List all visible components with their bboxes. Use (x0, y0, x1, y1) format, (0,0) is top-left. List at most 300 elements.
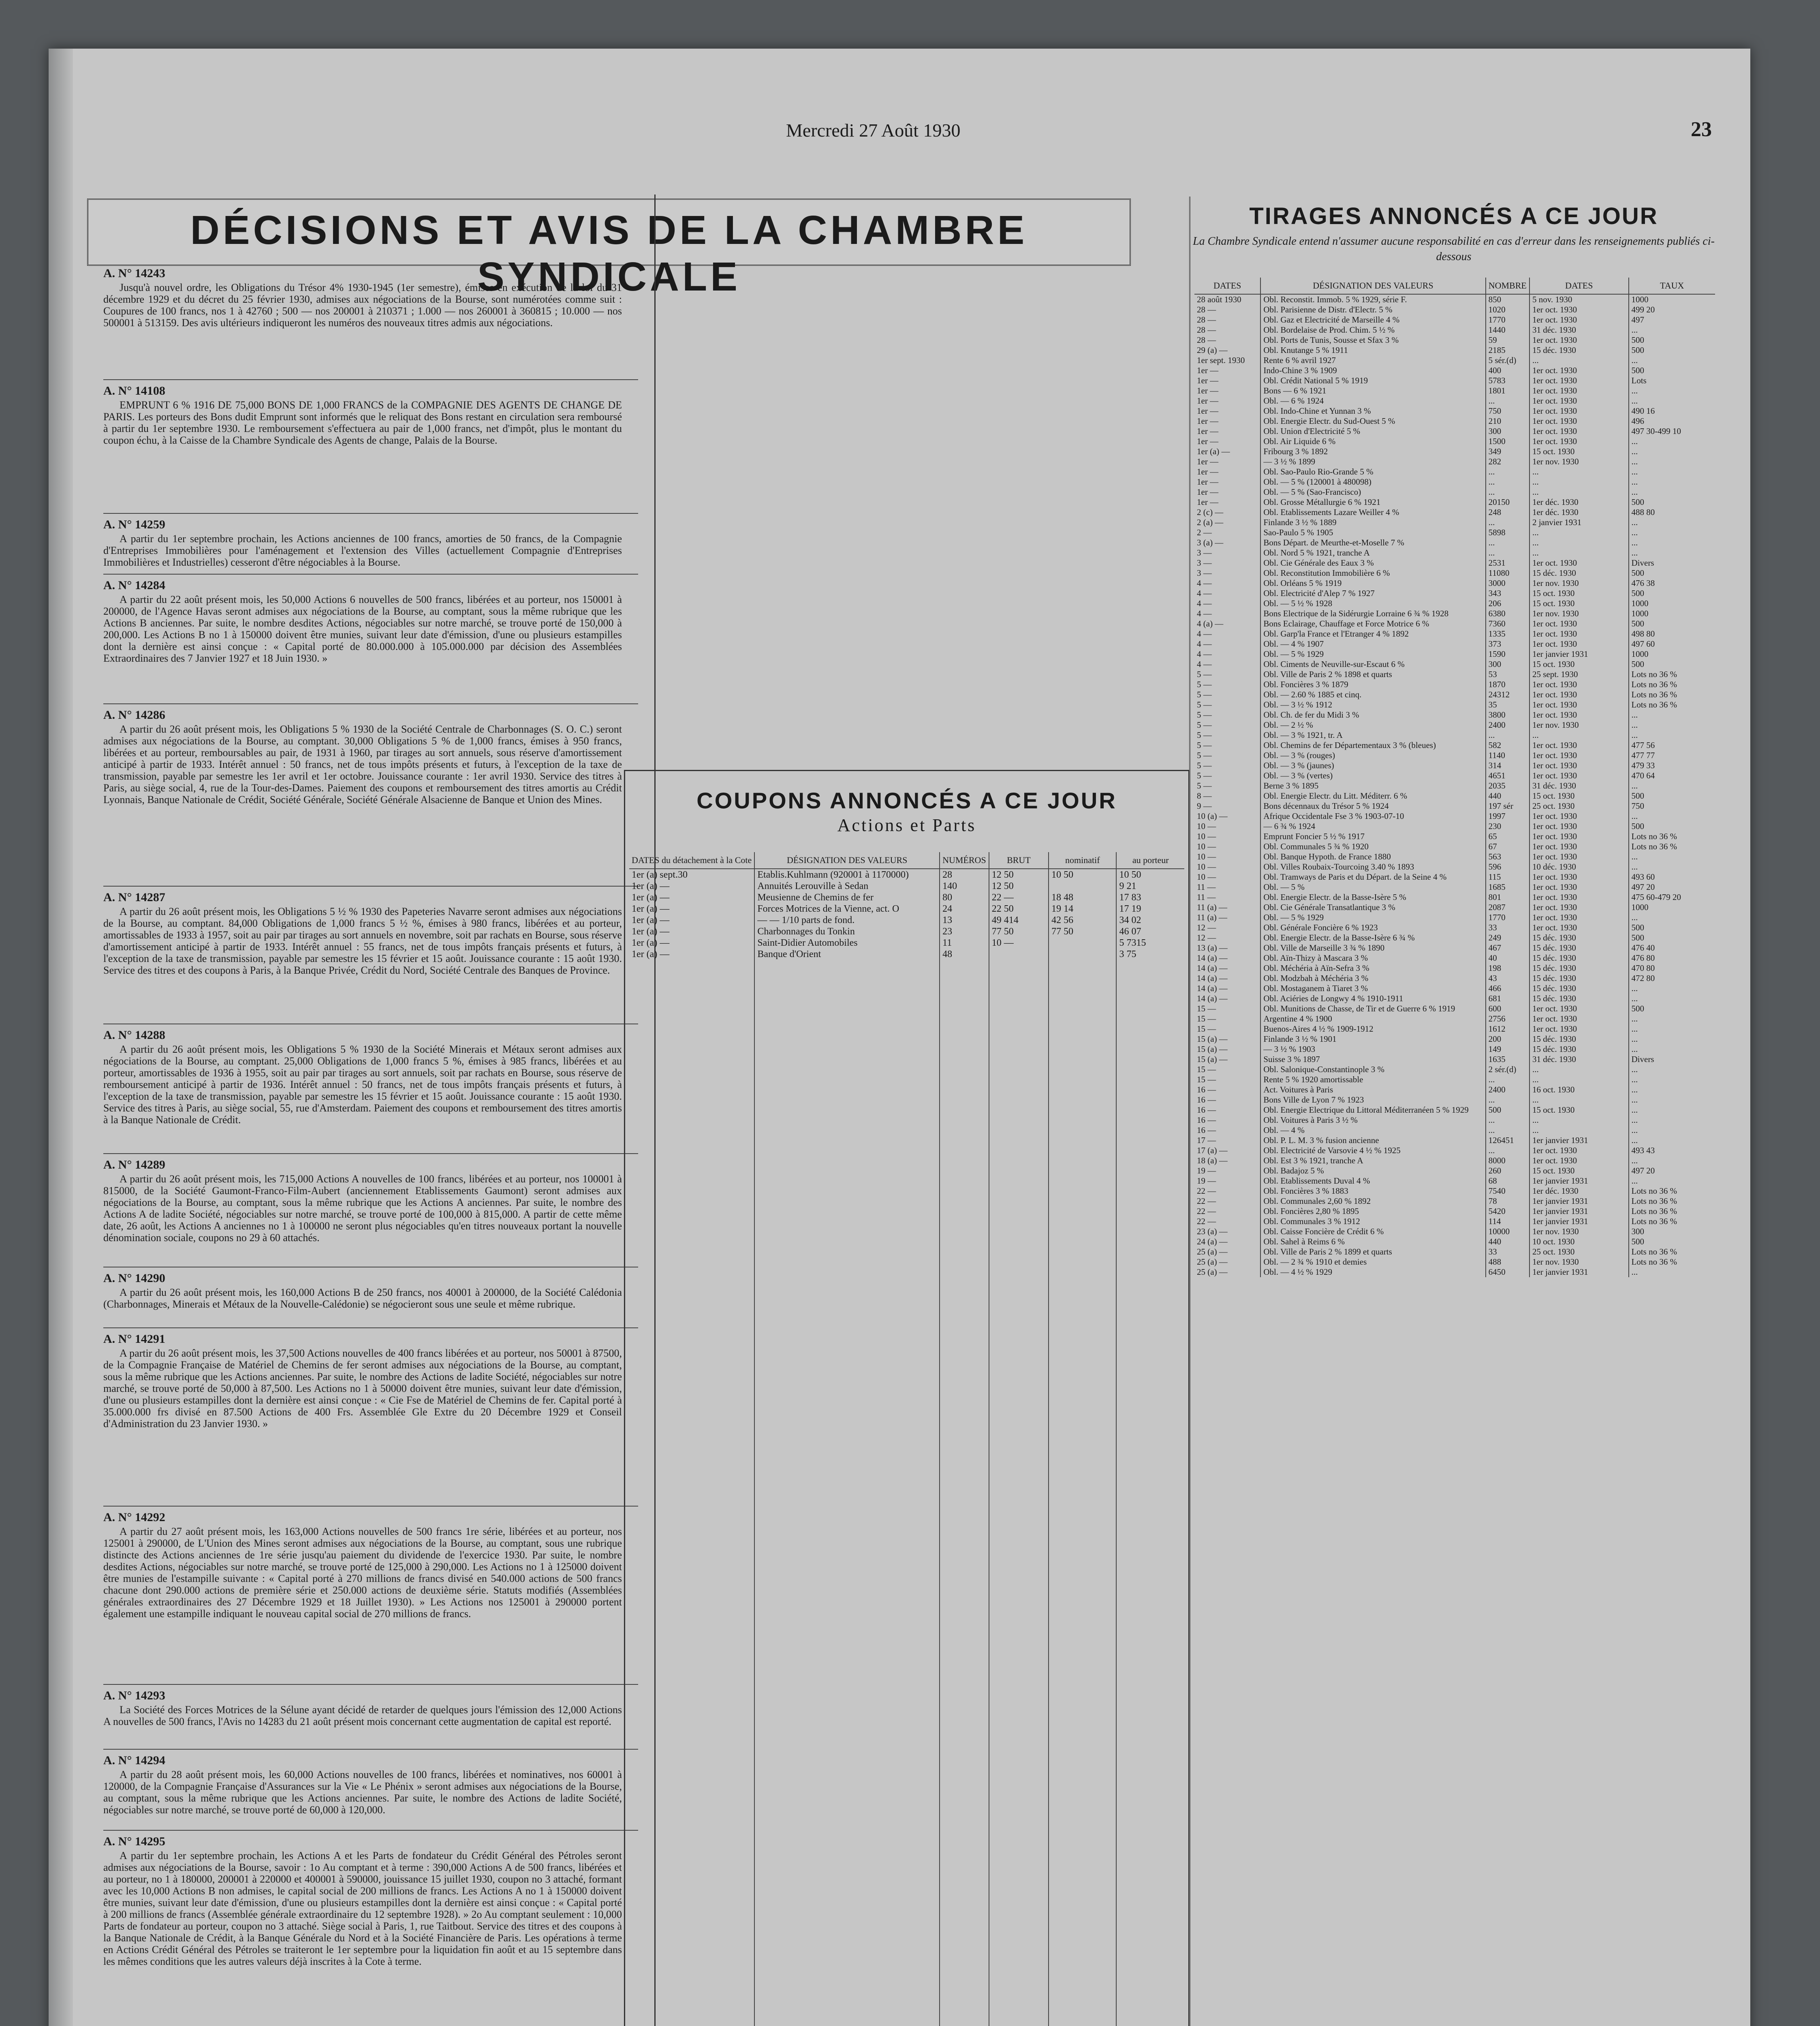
coupon-cell-brut: 77 50 (989, 926, 1049, 937)
tirage-cell-num: 343 (1486, 588, 1529, 598)
tirage-cell-rdate: 1er oct. 1930 (1529, 750, 1629, 761)
notice-text: La Société des Forces Motrices de la Sélune ayant décidé de retarder de quelques jours l'émission des 12,000 Actions A nouvelles de 500 francs, l'Avis no 14283 du 21 août présent mois concernant cette augmentation de capital est reporté. (103, 1704, 622, 1727)
tirage-cell-taux: 500 (1629, 345, 1715, 355)
tirage-cell-num: ... (1486, 1125, 1529, 1135)
tirage-row (1194, 720, 1715, 730)
tirage-cell-date: 5 — (1197, 669, 1212, 679)
tirage-row (1194, 1085, 1715, 1095)
coupon-cell-brut: 49 414 (989, 915, 1049, 926)
tirage-row (1194, 538, 1715, 548)
tirage-cell-num: 149 (1486, 1044, 1529, 1054)
tirage-cell-date: 1er — (1197, 487, 1219, 497)
tirage-cell-num: ... (1486, 1115, 1529, 1125)
tirage-cell-num: 5898 (1486, 528, 1529, 538)
tirage-cell-rdate: 1er oct. 1930 (1529, 1024, 1629, 1034)
tirage-cell-taux: Lots no 36 % (1629, 669, 1715, 680)
tirage-cell-rdate: 1er nov. 1930 (1529, 457, 1629, 467)
tirage-cell-num: 200 (1486, 1034, 1529, 1044)
tirage-cell-num: 230 (1486, 821, 1529, 831)
coupon-filler-cell (754, 960, 940, 2026)
tirage-cell-date: 10 — (1197, 842, 1216, 851)
tirage-cell-taux: 472 80 (1629, 973, 1715, 983)
tirage-row (1194, 842, 1715, 852)
tirage-cell-num: 2185 (1486, 345, 1529, 355)
tirage-cell-num: 3000 (1486, 578, 1529, 588)
tirage-cell-name: — 3 ½ % 1899 (1260, 457, 1485, 467)
coupon-cell-num: 28 (940, 869, 989, 880)
tirage-cell-taux: ... (1629, 447, 1715, 457)
col-dates: DATES du détachement à la Cote (629, 852, 754, 869)
tirage-cell-date: 4 (a) — (1197, 619, 1224, 628)
tirage-cell-name: Obl. — 3 % (jaunes) (1260, 761, 1485, 771)
tirage-row (1194, 882, 1715, 892)
tirage-cell-num: 206 (1486, 598, 1529, 609)
tirage-row (1194, 477, 1715, 487)
notice-text: A partir du 26 août présent mois, les 715,000 Actions A nouvelles de 100 francs, libérées et au porteur, nos 100001 à 815000, de la Société Gaumont-Franco-Film-Aubert (anciennement Etablissements Gaumont) seront admises aux négociations de la Bourse, au comptant, sous la même rubrique que les Actions A anciennes. Par suite, le nombre des Actions A de ladite Société, négociables sur notre marché, se trouve porté de 100,000 à 815,000. A partir de cette même date, 26 août, les Actions A anciennes no 1 à 100000 ne seront plus négociables qu'en titres nouveaux portant la nouvelle dénomination sociale, coupons no 29 à 60 attachés. (103, 1173, 622, 1244)
tirage-row (1194, 1115, 1715, 1125)
tirage-cell-rdate: 1er nov. 1930 (1529, 609, 1629, 619)
tirage-cell-taux: 1000 (1629, 902, 1715, 913)
tirage-cell-num: 53 (1486, 669, 1529, 680)
tirage-cell-name: Obl. Cie Générale des Eaux 3 % (1260, 558, 1485, 568)
notice-text: A partir du 28 août présent mois, les 60,000 Actions nouvelles de 100 francs, libérées et nominatives, nos 60001 à 120000, de la Compagnie Française d'Assurances sur la Vie « Le Phénix » seront admises aux négociations de la Bourse, au comptant, sous la même rubrique que les Actions anciennes. Par suite, le nombre des Actions de ladite Société, négociables sur notre marché, se trouve porté de 60,000 à 120,000. (103, 1769, 622, 1816)
tirage-cell-rdate: 1er oct. 1930 (1529, 416, 1629, 426)
tirage-row (1194, 1054, 1715, 1064)
tirage-cell-rdate: 1er nov. 1930 (1529, 1257, 1629, 1267)
coupon-cell-date: 1er (a) — (632, 880, 670, 891)
tirage-cell-num: 11080 (1486, 568, 1529, 578)
tirage-row (1194, 1216, 1715, 1227)
tirage-cell-num: 596 (1486, 862, 1529, 872)
col-numeros: NUMÉROS (940, 852, 989, 869)
tirage-cell-rdate: 15 oct. 1930 (1529, 791, 1629, 801)
tirage-cell-taux: ... (1629, 1115, 1715, 1125)
tirage-cell-name: Fribourg 3 % 1892 (1260, 447, 1485, 457)
tirage-cell-taux: ... (1629, 1044, 1715, 1054)
tirage-cell-rdate: 1er oct. 1930 (1529, 335, 1629, 345)
tirage-cell-num: 801 (1486, 892, 1529, 902)
tirage-cell-rdate: 1er déc. 1930 (1529, 1186, 1629, 1196)
tirage-cell-name: Obl. Communales 5 ¾ % 1920 (1260, 842, 1485, 852)
tirage-cell-num: 2 sér.(d) (1486, 1064, 1529, 1075)
chambre-notice (103, 891, 622, 976)
tirage-cell-date: 11 — (1197, 892, 1216, 902)
tirage-row (1194, 1014, 1715, 1024)
tirage-cell-name: Bons Ville de Lyon 7 % 1923 (1260, 1095, 1485, 1105)
tirage-cell-num: ... (1486, 1146, 1529, 1156)
chambre-notice (103, 1511, 622, 1620)
tirage-cell-date: 1er sept. 1930 (1197, 355, 1245, 365)
tirage-cell-date: 23 (a) — (1197, 1227, 1228, 1236)
coupon-cell-brut: 10 — (989, 937, 1049, 949)
tirage-cell-date: 13 (a) — (1197, 943, 1228, 953)
tirage-cell-num: 1870 (1486, 680, 1529, 690)
tirage-cell-date: 16 — (1197, 1085, 1216, 1094)
tirage-cell-taux: ... (1629, 396, 1715, 406)
tirage-row (1194, 771, 1715, 781)
tirage-cell-rdate: 15 déc. 1930 (1529, 1044, 1629, 1054)
col-brut: BRUT (989, 852, 1049, 869)
tirage-row (1194, 1176, 1715, 1186)
tirage-cell-name: Obl. Electricité d'Alep 7 % 1927 (1260, 588, 1485, 598)
tirage-row (1194, 619, 1715, 629)
col-nombre: NOMBRE (1486, 278, 1529, 294)
tirage-row (1194, 447, 1715, 457)
tirage-cell-name: Obl. — 5 ½ % 1928 (1260, 598, 1485, 609)
tirage-cell-name: Obl. Garp'la France et l'Etranger 4 % 1892 (1260, 629, 1485, 639)
tirage-cell-num: 2087 (1486, 902, 1529, 913)
tirage-cell-date: 2 (c) — (1197, 507, 1224, 517)
tirage-cell-date: 4 — (1197, 588, 1212, 598)
col-dates: DATES (1194, 278, 1260, 294)
tirage-row (1194, 578, 1715, 588)
tirage-cell-name: Obl. Energie Electrique du Littoral Méditerranéen 5 % 1929 (1260, 1105, 1485, 1115)
tirage-row (1194, 629, 1715, 639)
tirage-cell-date: 15 — (1197, 1075, 1216, 1084)
tirage-cell-taux: ... (1629, 852, 1715, 862)
tirage-cell-rdate: 1er oct. 1930 (1529, 376, 1629, 386)
tirage-cell-rdate: 1er janvier 1931 (1529, 1176, 1629, 1186)
tirage-row (1194, 457, 1715, 467)
chambre-notice (103, 519, 622, 568)
tirage-cell-rdate: 16 oct. 1930 (1529, 1085, 1629, 1095)
tirage-cell-name: Obl. — 4 ½ % 1929 (1260, 1267, 1485, 1277)
tirage-cell-taux: Lots no 36 % (1629, 700, 1715, 710)
chambre-notice (103, 385, 622, 446)
notice-ref: A. N° 14108 (103, 384, 165, 398)
tirage-cell-name: Obl. Ch. de fer du Midi 3 % (1260, 710, 1485, 720)
tirage-cell-taux: ... (1629, 781, 1715, 791)
tirage-cell-name: Obl. Communales 3 % 1912 (1260, 1216, 1485, 1227)
coupon-cell-port: 46 07 (1116, 926, 1184, 937)
tirage-cell-taux: Lots no 36 % (1629, 1206, 1715, 1216)
notice-text: A partir du 1er septembre prochain, les Actions A et les Parts de fondateur du Crédit Général des Pétroles seront admises aux négociations de la Bourse, savoir : 1o Au comptant et à terme : 390,000 Actions A de 500 francs, libérées et au porteur, no 1 à 180000, 200001 à 220000 et 400001 à 590000, jouissance 15 juillet 1930, coupon no 3 attaché, formant avec les 10,000 Actions B non admises, le capital social de 200 millions de francs. Les Actions A no 1 à 150000 doivent être munies, suivant leur date d'émission, d'une ou plusieurs estampilles dont la dernière est ainsi conçue : « Capital porté à 200 millions de francs (Assemblée générale extraordinaire du 12 septembre 1928). » 2o Au comptant seulement : 10,000 Parts de fondateur au porteur, coupon no 3 attaché. Siège social à Paris, 1, rue Taitbout. Service des titres et des coupons à la Banque Nationale de Crédit, à la Banque Générale du Nord et à la Société Financière de Paris. Les opérations à terme en Actions Crédit Général des Pétroles se traiteront le 1er septembre pour la liquidation fin août et au 15 septembre dans les mêmes conditions que les autres valeurs déjà inscrites à la Cote à terme. (103, 1850, 622, 1967)
tirage-cell-taux: 476 40 (1629, 943, 1715, 953)
coupon-cell-port: 3 75 (1116, 949, 1184, 960)
tirage-cell-date: 5 — (1197, 781, 1212, 791)
tirage-cell-date: 11 — (1197, 882, 1216, 892)
tirage-cell-rdate: ... (1529, 467, 1629, 477)
tirage-row (1194, 396, 1715, 406)
chambre-notice (103, 1159, 622, 1244)
tirage-row (1194, 801, 1715, 811)
tirage-row (1194, 1156, 1715, 1166)
tirage-cell-rdate: 1er déc. 1930 (1529, 497, 1629, 507)
tirage-row (1194, 923, 1715, 933)
tirage-cell-date: 4 — (1197, 578, 1212, 588)
tirage-cell-rdate: 10 oct. 1930 (1529, 1237, 1629, 1247)
tirage-cell-num: 126451 (1486, 1135, 1529, 1146)
tirage-cell-rdate: 1er oct. 1930 (1529, 639, 1629, 649)
tirage-cell-rdate: 15 déc. 1930 (1529, 994, 1629, 1004)
tirage-cell-date: 12 — (1197, 923, 1216, 932)
tirage-cell-taux: 470 80 (1629, 963, 1715, 973)
coupon-filler-cell (1116, 960, 1184, 2026)
tirage-cell-name: Obl. Tramways de Paris et du Départ. de la Seine 4 % (1260, 872, 1485, 882)
tirage-row (1194, 315, 1715, 325)
coupon-filler-cell (940, 960, 989, 2026)
coupon-cell-name: Saint-Didier Automobiles (754, 937, 940, 949)
tirage-cell-taux: Lots no 36 % (1629, 1257, 1715, 1267)
tirage-cell-num: ... (1486, 477, 1529, 487)
tirage-cell-num: 300 (1486, 426, 1529, 436)
tirage-cell-rdate: 31 déc. 1930 (1529, 325, 1629, 335)
tirage-cell-num: 197 sér (1486, 801, 1529, 811)
tirage-cell-taux: Lots no 36 % (1629, 1186, 1715, 1196)
tirage-cell-name: Bons Départ. de Meurthe-et-Moselle 7 % (1260, 538, 1485, 548)
tirage-cell-taux: 493 60 (1629, 872, 1715, 882)
tirage-cell-date: 15 — (1197, 1064, 1216, 1074)
tirage-cell-taux: 476 80 (1629, 953, 1715, 963)
tirage-cell-date: 1er — (1197, 497, 1219, 507)
tirage-cell-rdate: 1er oct. 1930 (1529, 872, 1629, 882)
tirage-cell-name: Obl. Sao-Paulo Rio-Grande 5 % (1260, 467, 1485, 477)
tirage-cell-date: 2 — (1197, 528, 1212, 537)
notice-divider (103, 1749, 638, 1750)
tirage-cell-taux: Divers (1629, 1054, 1715, 1064)
tirage-row (1194, 994, 1715, 1004)
tirage-cell-taux: 479 33 (1629, 761, 1715, 771)
tirage-cell-date: 15 — (1197, 1024, 1216, 1034)
tirage-cell-date: 3 — (1197, 558, 1212, 568)
chambre-title: DÉCISIONS ET AVIS DE LA CHAMBRE SYNDICALE (190, 207, 1028, 299)
tirage-cell-name: Obl. Energie Electr. du Litt. Méditerr. 6 % (1260, 791, 1485, 801)
tirage-cell-rdate: 15 oct. 1930 (1529, 1105, 1629, 1115)
tirage-cell-rdate: 1er oct. 1930 (1529, 305, 1629, 315)
tirage-cell-taux: 500 (1629, 497, 1715, 507)
coupon-row (629, 892, 1184, 903)
notice-text: A partir du 26 août présent mois, les Obligations 5 % 1930 de la Société Minerais et Métaux seront admises aux négociations de la Bourse, au comptant. 25,000 Obligations de 1,000 francs 5 %, émises à 985 francs, libérées et au porteur, amortissables de 1936 à 1955, soit au pair par tirages au sort annuels, soit par rachats en Bourse, sous réserve de remboursement anticipé à partir de 1936. Intérêt annuel : 50 francs, net de tous impôts français présents et futurs, à l'exception de la taxe de transmission, payable par semestre les 15 février et 15 août. Jouissance courante : 15 août 1930. Service des titres à Paris, au siège social, 55, rue d'Amsterdam. Paiement des coupons et remboursement des titres amortis à la Banque Nationale de Crédit. (103, 1043, 622, 1126)
notice-ref: A. N° 14287 (103, 891, 165, 904)
coupon-cell-brut: 12 50 (989, 869, 1049, 880)
tirage-cell-rdate: 1er oct. 1930 (1529, 619, 1629, 629)
tirage-cell-rdate: ... (1529, 487, 1629, 497)
tirage-cell-taux: 493 43 (1629, 1146, 1715, 1156)
tirage-row (1194, 639, 1715, 649)
coupon-cell-date: 1er (a) sept.30 (632, 869, 688, 880)
tirage-cell-name: Obl. — 5 % 1929 (1260, 649, 1485, 659)
tirage-cell-name: Bons Electrique de la Sidérurgie Lorraine 6 ¾ % 1928 (1260, 609, 1485, 619)
chambre-notice (103, 709, 622, 806)
tirage-cell-num: 40 (1486, 953, 1529, 963)
tirage-cell-taux: ... (1629, 862, 1715, 872)
tirage-row (1194, 1206, 1715, 1216)
tirage-row (1194, 1247, 1715, 1257)
tirage-cell-rdate: 15 déc. 1930 (1529, 568, 1629, 578)
tirage-row (1194, 821, 1715, 831)
coupon-cell-nom (1049, 937, 1116, 949)
tirage-cell-num: 282 (1486, 457, 1529, 467)
tirage-cell-taux: ... (1629, 1075, 1715, 1085)
coupon-cell-date: 1er (a) — (632, 937, 670, 948)
tirage-row (1194, 517, 1715, 528)
coupon-cell-name: — — 1/10 parts de fond. (754, 915, 940, 926)
tirage-cell-taux: ... (1629, 538, 1715, 548)
tirage-cell-date: 24 (a) — (1197, 1237, 1228, 1246)
notice-divider (103, 379, 638, 380)
tirage-cell-name: Obl. Orléans 5 % 1919 (1260, 578, 1485, 588)
tirage-cell-num: 1997 (1486, 811, 1529, 821)
tirage-cell-rdate: ... (1529, 1064, 1629, 1075)
tirage-row (1194, 649, 1715, 659)
coupon-row (629, 915, 1184, 926)
notice-divider (103, 703, 638, 704)
tirage-cell-date: 5 — (1197, 680, 1212, 689)
tirage-cell-num: 33 (1486, 1247, 1529, 1257)
notice-ref: A. N° 14286 (103, 708, 165, 722)
tirage-row (1194, 933, 1715, 943)
tirage-cell-name: Obl. Parisienne de Distr. d'Electr. 5 % (1260, 305, 1485, 315)
tirage-row (1194, 365, 1715, 376)
tirage-row (1194, 1196, 1715, 1206)
tirage-cell-num: 249 (1486, 933, 1529, 943)
tirage-cell-name: Indo-Chine 3 % 1909 (1260, 365, 1485, 376)
notice-divider (103, 1506, 638, 1507)
tirage-row (1194, 862, 1715, 872)
page-number: 23 (1691, 118, 1712, 141)
tirage-cell-name: Obl. — 4 % (1260, 1125, 1485, 1135)
tirage-cell-taux: 1000 (1629, 609, 1715, 619)
tirage-cell-rdate: 1er oct. 1930 (1529, 365, 1629, 376)
tirage-cell-date: 14 (a) — (1197, 983, 1228, 993)
tirage-cell-date: 1er — (1197, 436, 1219, 446)
tirage-row (1194, 406, 1715, 416)
tirage-cell-num: 68 (1486, 1176, 1529, 1186)
tirage-cell-rdate: 1er oct. 1930 (1529, 629, 1629, 639)
tirage-cell-name: Obl. — 5 % (Sao-Francisco) (1260, 487, 1485, 497)
tirage-cell-date: 25 (a) — (1197, 1257, 1228, 1267)
tirage-cell-num: 24312 (1486, 690, 1529, 700)
tirage-cell-date: 14 (a) — (1197, 953, 1228, 963)
tirage-cell-rdate: ... (1529, 477, 1629, 487)
tirage-cell-num: ... (1486, 517, 1529, 528)
tirage-cell-taux: 496 (1629, 416, 1715, 426)
tirage-cell-date: 9 — (1197, 801, 1212, 811)
tirage-cell-name: Obl. Sahel à Reims 6 % (1260, 1237, 1485, 1247)
tirage-cell-num: ... (1486, 538, 1529, 548)
tirage-cell-rdate: ... (1529, 1115, 1629, 1125)
tirage-cell-taux: 1000 (1629, 598, 1715, 609)
coupon-cell-date: 1er (a) — (632, 926, 670, 937)
tirage-cell-date: 5 — (1197, 740, 1212, 750)
tirage-cell-date: 1er — (1197, 396, 1219, 406)
tirage-cell-name: Obl. Reconstitution Immobilière 6 % (1260, 568, 1485, 578)
notice-ref: A. N° 14294 (103, 1754, 165, 1767)
coupon-cell-date: 1er (a) — (632, 915, 670, 925)
tirage-cell-date: 5 — (1197, 771, 1212, 780)
coupon-cell-nom: 77 50 (1049, 926, 1116, 937)
tirage-cell-date: 17 — (1197, 1135, 1216, 1145)
tirage-cell-taux: 500 (1629, 821, 1715, 831)
tirage-cell-num: 2400 (1486, 1085, 1529, 1095)
tirage-cell-rdate: 1er janvier 1931 (1529, 649, 1629, 659)
tirage-cell-date: 15 — (1197, 1014, 1216, 1024)
tirage-cell-rdate: 1er oct. 1930 (1529, 892, 1629, 902)
tirage-cell-num: 681 (1486, 994, 1529, 1004)
tirage-row (1194, 943, 1715, 953)
tirage-cell-num: 5420 (1486, 1206, 1529, 1216)
tirage-cell-name: Obl. — 5 % (1260, 882, 1485, 892)
chambre-notice (103, 579, 622, 664)
notice-divider (103, 1830, 638, 1831)
tirage-cell-num: 198 (1486, 963, 1529, 973)
tirage-cell-name: Obl. Modzbah à Méchéria 3 % (1260, 973, 1485, 983)
coupon-cell-brut: 22 — (989, 892, 1049, 903)
tirage-cell-taux: 500 (1629, 659, 1715, 669)
tirage-row (1194, 345, 1715, 355)
tirage-cell-num: 1635 (1486, 1054, 1529, 1064)
tirage-cell-num: 210 (1486, 416, 1529, 426)
tirage-cell-name: Afrique Occidentale Fse 3 % 1903-07-10 (1260, 811, 1485, 821)
coupon-cell-num: 140 (940, 880, 989, 892)
tirage-row (1194, 528, 1715, 538)
tirage-cell-num: 115 (1486, 872, 1529, 882)
tirage-row (1194, 588, 1715, 598)
tirage-row (1194, 902, 1715, 913)
tirage-cell-rdate: 1er nov. 1930 (1529, 578, 1629, 588)
coupon-cell-name: Meusienne de Chemins de fer (754, 892, 940, 903)
coupon-cell-name: Etablis.Kuhlmann (920001 à 1170000) (754, 869, 940, 880)
tirage-cell-num: 400 (1486, 365, 1529, 376)
tirage-cell-taux: 1000 (1629, 649, 1715, 659)
tirage-cell-date: 4 — (1197, 609, 1212, 618)
notice-text: A partir du 26 août présent mois, les 160,000 Actions B de 250 francs, nos 40001 à 200000, de la Société Calédonia (Charbonnages, Minerais et Métaux de la Nouvelle-Calédonie) se négocieront sous une seule et même rubrique. (103, 1287, 622, 1310)
tirage-cell-date: 12 — (1197, 933, 1216, 942)
tirage-cell-taux: ... (1629, 386, 1715, 396)
tirage-cell-rdate: 1er oct. 1930 (1529, 436, 1629, 447)
tirage-cell-taux: ... (1629, 548, 1715, 558)
tirage-cell-num: 563 (1486, 852, 1529, 862)
coupon-row (629, 949, 1184, 960)
tirage-cell-rdate: 1er oct. 1930 (1529, 831, 1629, 842)
tirage-cell-num: 1612 (1486, 1024, 1529, 1034)
tirage-cell-num: 300 (1486, 659, 1529, 669)
tirage-cell-rdate: 1er oct. 1930 (1529, 700, 1629, 710)
tirage-cell-taux: ... (1629, 811, 1715, 821)
tirage-cell-taux: ... (1629, 1156, 1715, 1166)
tirage-cell-taux: ... (1629, 457, 1715, 467)
tirage-row (1194, 1024, 1715, 1034)
tirage-cell-date: 18 (a) — (1197, 1156, 1228, 1165)
tirage-cell-taux: 470 64 (1629, 771, 1715, 781)
tirage-cell-num: 1685 (1486, 882, 1529, 892)
tirage-cell-name: Buenos-Aires 4 ½ % 1909-1912 (1260, 1024, 1485, 1034)
tirage-cell-rdate: 1er janvier 1931 (1529, 1216, 1629, 1227)
coupon-filler-cell (989, 960, 1049, 2026)
tirage-cell-rdate: 1er oct. 1930 (1529, 1014, 1629, 1024)
tirage-cell-date: 5 — (1197, 700, 1212, 710)
tirage-cell-rdate: 1er oct. 1930 (1529, 426, 1629, 436)
tirage-cell-name: Obl. — 4 % 1907 (1260, 639, 1485, 649)
notice-text: A partir du 26 août présent mois, les Obligations 5 ½ % 1930 des Papeteries Navarre seront admises aux négociations de la Bourse, au comptant. 84,000 Obligations de 1,000 francs 5 ½ %, émises à 980 francs, libérées et au porteur, amortissables de 1933 à 1957, soit au pair par tirages au sort annuels en novembre, soit par rachats en Bourse, sous réserve d'amortissement anticipé à partir de 1933. Intérêt annuel : 55 francs, net de tous impôts français présents et futurs, à l'exception de la taxe de transmission, payable par semestre les 15 février et 15 août. Jouissance courante : 15 août 1930. Service des titres et des coupons à Paris, à la Banque Privée, Crédit du Nord, Société Centrale des Banques de Province. (103, 906, 622, 976)
tirage-cell-num: 1801 (1486, 386, 1529, 396)
tirage-cell-num: 3800 (1486, 710, 1529, 720)
tirage-cell-name: Finlande 3 ½ % 1901 (1260, 1034, 1485, 1044)
tirage-cell-num: 1770 (1486, 913, 1529, 923)
tirage-cell-rdate: 1er oct. 1930 (1529, 771, 1629, 781)
chambre-notice (103, 1690, 622, 1727)
tirage-cell-name: Obl. Salonique-Constantinople 3 % (1260, 1064, 1485, 1075)
tirage-row (1194, 1146, 1715, 1156)
tirage-cell-name: Obl. Etablissements Duval 4 % (1260, 1176, 1485, 1186)
tirage-row (1194, 740, 1715, 750)
col-designation: DÉSIGNATION DES VALEURS (1260, 278, 1485, 294)
notice-divider (103, 886, 638, 887)
tirage-cell-name: Obl. Ville de Paris 2 % 1899 et quarts (1260, 1247, 1485, 1257)
tirage-cell-name: Sao-Paulo 5 % 1905 (1260, 528, 1485, 538)
tirage-cell-taux: ... (1629, 1105, 1715, 1115)
tirage-cell-rdate: 1er nov. 1930 (1529, 1227, 1629, 1237)
